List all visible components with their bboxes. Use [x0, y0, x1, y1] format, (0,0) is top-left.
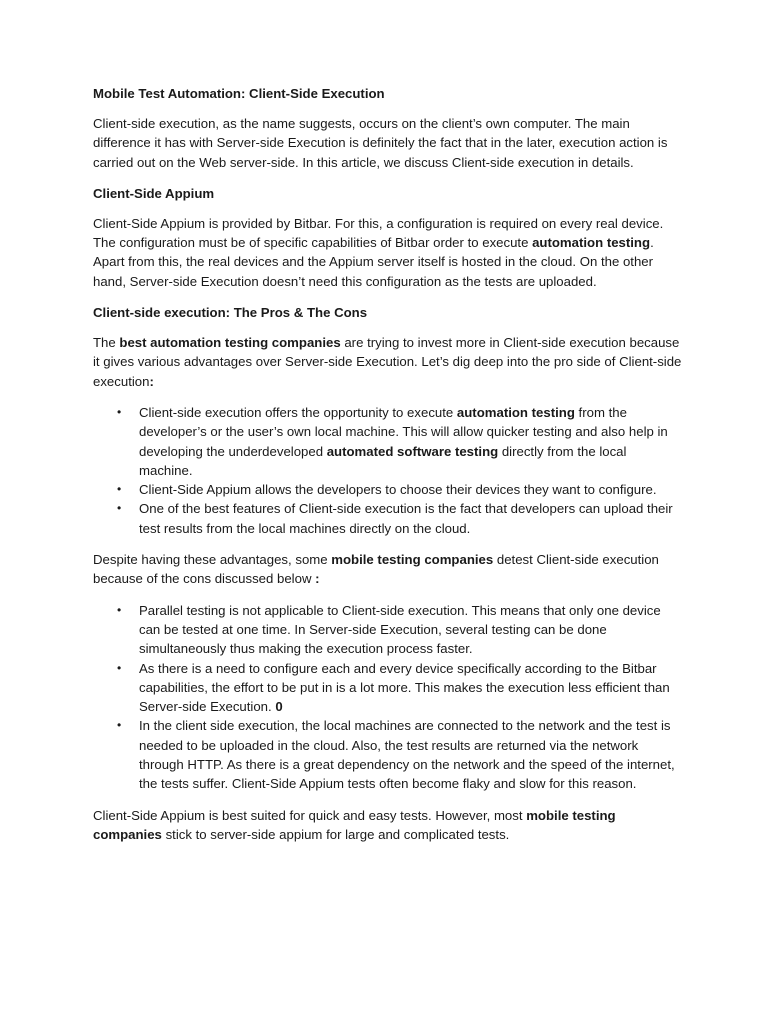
bold-colon: : — [149, 373, 154, 389]
text-run: As there is a need to configure each and every device specifically according to the Bitbar capabilities, the effort to be put in is a lot more. This makes the execution less efficient than Server-side Execution. — [139, 660, 670, 715]
bullet-icon: • — [117, 404, 122, 419]
bullet-icon: • — [117, 482, 122, 497]
bold-colon: : — [315, 571, 320, 587]
client-side-appium-paragraph — [93, 214, 683, 291]
bold-term: automation testing — [456, 404, 575, 420]
text-run: Client-side execution offers the opportunity to execute — [139, 404, 457, 420]
text-run: detest Client-side execution because of the cons discussed below — [93, 552, 659, 587]
bold-term: automated software testing — [326, 443, 499, 459]
text-run: One of the best features of Client-side execution is the fact that developers can upload their test results from the local machines directly on the cloud. — [139, 501, 673, 536]
bullet-icon: • — [117, 602, 122, 617]
bullet-icon: • — [117, 718, 122, 733]
intro-paragraph: Client-side execution, as the name suggests, occurs on the client’s own computer. The main difference it has with Server-side Execution is definitely the fact that in the later, execution action is carried out on the Web server-side. In this article, we discuss Client-side execution in details. — [93, 116, 668, 170]
cons-list — [93, 601, 683, 794]
text-run: are trying to invest more in Client-side execution because it gives various advantages over Server-side Execution. Let’s dig deep into the pro side of Client-side execution — [93, 335, 682, 389]
section-heading-client-side-appium: Client-Side Appium — [93, 185, 215, 201]
text-run: Client-Side Appium is provided by Bitbar. For this, a configuration is required on every real device. The configuration must be of specific capabilities of Bitbar order to execute — [93, 215, 664, 251]
text-run: directly from the local machine. — [139, 443, 627, 478]
text-run: Parallel testing is not applicable to Client-side execution. This means that only one device can be tested at one time. In Server-side Execution, several testing can be done simultaneously thus making the execution process faster. — [139, 602, 661, 657]
pros-intro-paragraph — [93, 333, 683, 391]
bold-term: mobile testing companies — [93, 807, 616, 842]
list-item — [93, 480, 683, 499]
bullet-icon: • — [117, 660, 122, 675]
text-run: stick to server-side appium for large and complicated tests. — [161, 826, 510, 842]
list-item — [93, 499, 683, 538]
text-run: . Apart from this, the real devices and the Appium server itself is hosted in the cloud. On the other hand, Server-side Execution doesn’t need this configuration as the tests are uploaded. — [93, 235, 654, 289]
list-item — [93, 403, 683, 480]
text-run: from the developer’s or the user’s own local machine. This will allow quicker testing and also help in developing the underdeveloped — [139, 404, 668, 459]
section-heading-pros-cons: Client-side execution: The Pros & The Cons — [93, 305, 368, 321]
closing-paragraph — [93, 806, 683, 845]
list-item — [93, 601, 683, 659]
text-run: The — [93, 335, 120, 351]
bullet-icon: • — [117, 501, 122, 516]
pros-list — [93, 403, 683, 538]
text-run: Despite having these advantages, some — [93, 552, 332, 568]
document-title: Mobile Test Automation: Client-Side Execution — [93, 86, 385, 101]
bold-term: mobile testing companies — [331, 552, 494, 568]
text-run: Client-Side Appium is best suited for quick and easy tests. However, most — [93, 807, 527, 823]
list-item — [93, 716, 683, 793]
bold-term: 0 — [275, 699, 283, 715]
cons-intro-paragraph — [93, 550, 683, 589]
text-run: In the client side execution, the local machines are connected to the network and the test is needed to be uploaded in the cloud. Also, the test results are returned via the network through HTTP. As there is a great dependency on the network and the speed of the internet, the tests suffer. Client-Side Appium tests often become flaky and slow for this reason. — [139, 718, 675, 792]
bold-term: best automation testing companies — [119, 335, 341, 351]
document-body — [93, 84, 683, 856]
list-item — [93, 659, 683, 717]
bold-term: automation testing — [532, 235, 651, 251]
text-run: Client-Side Appium allows the developers to choose their devices they want to configure. — [139, 482, 657, 498]
